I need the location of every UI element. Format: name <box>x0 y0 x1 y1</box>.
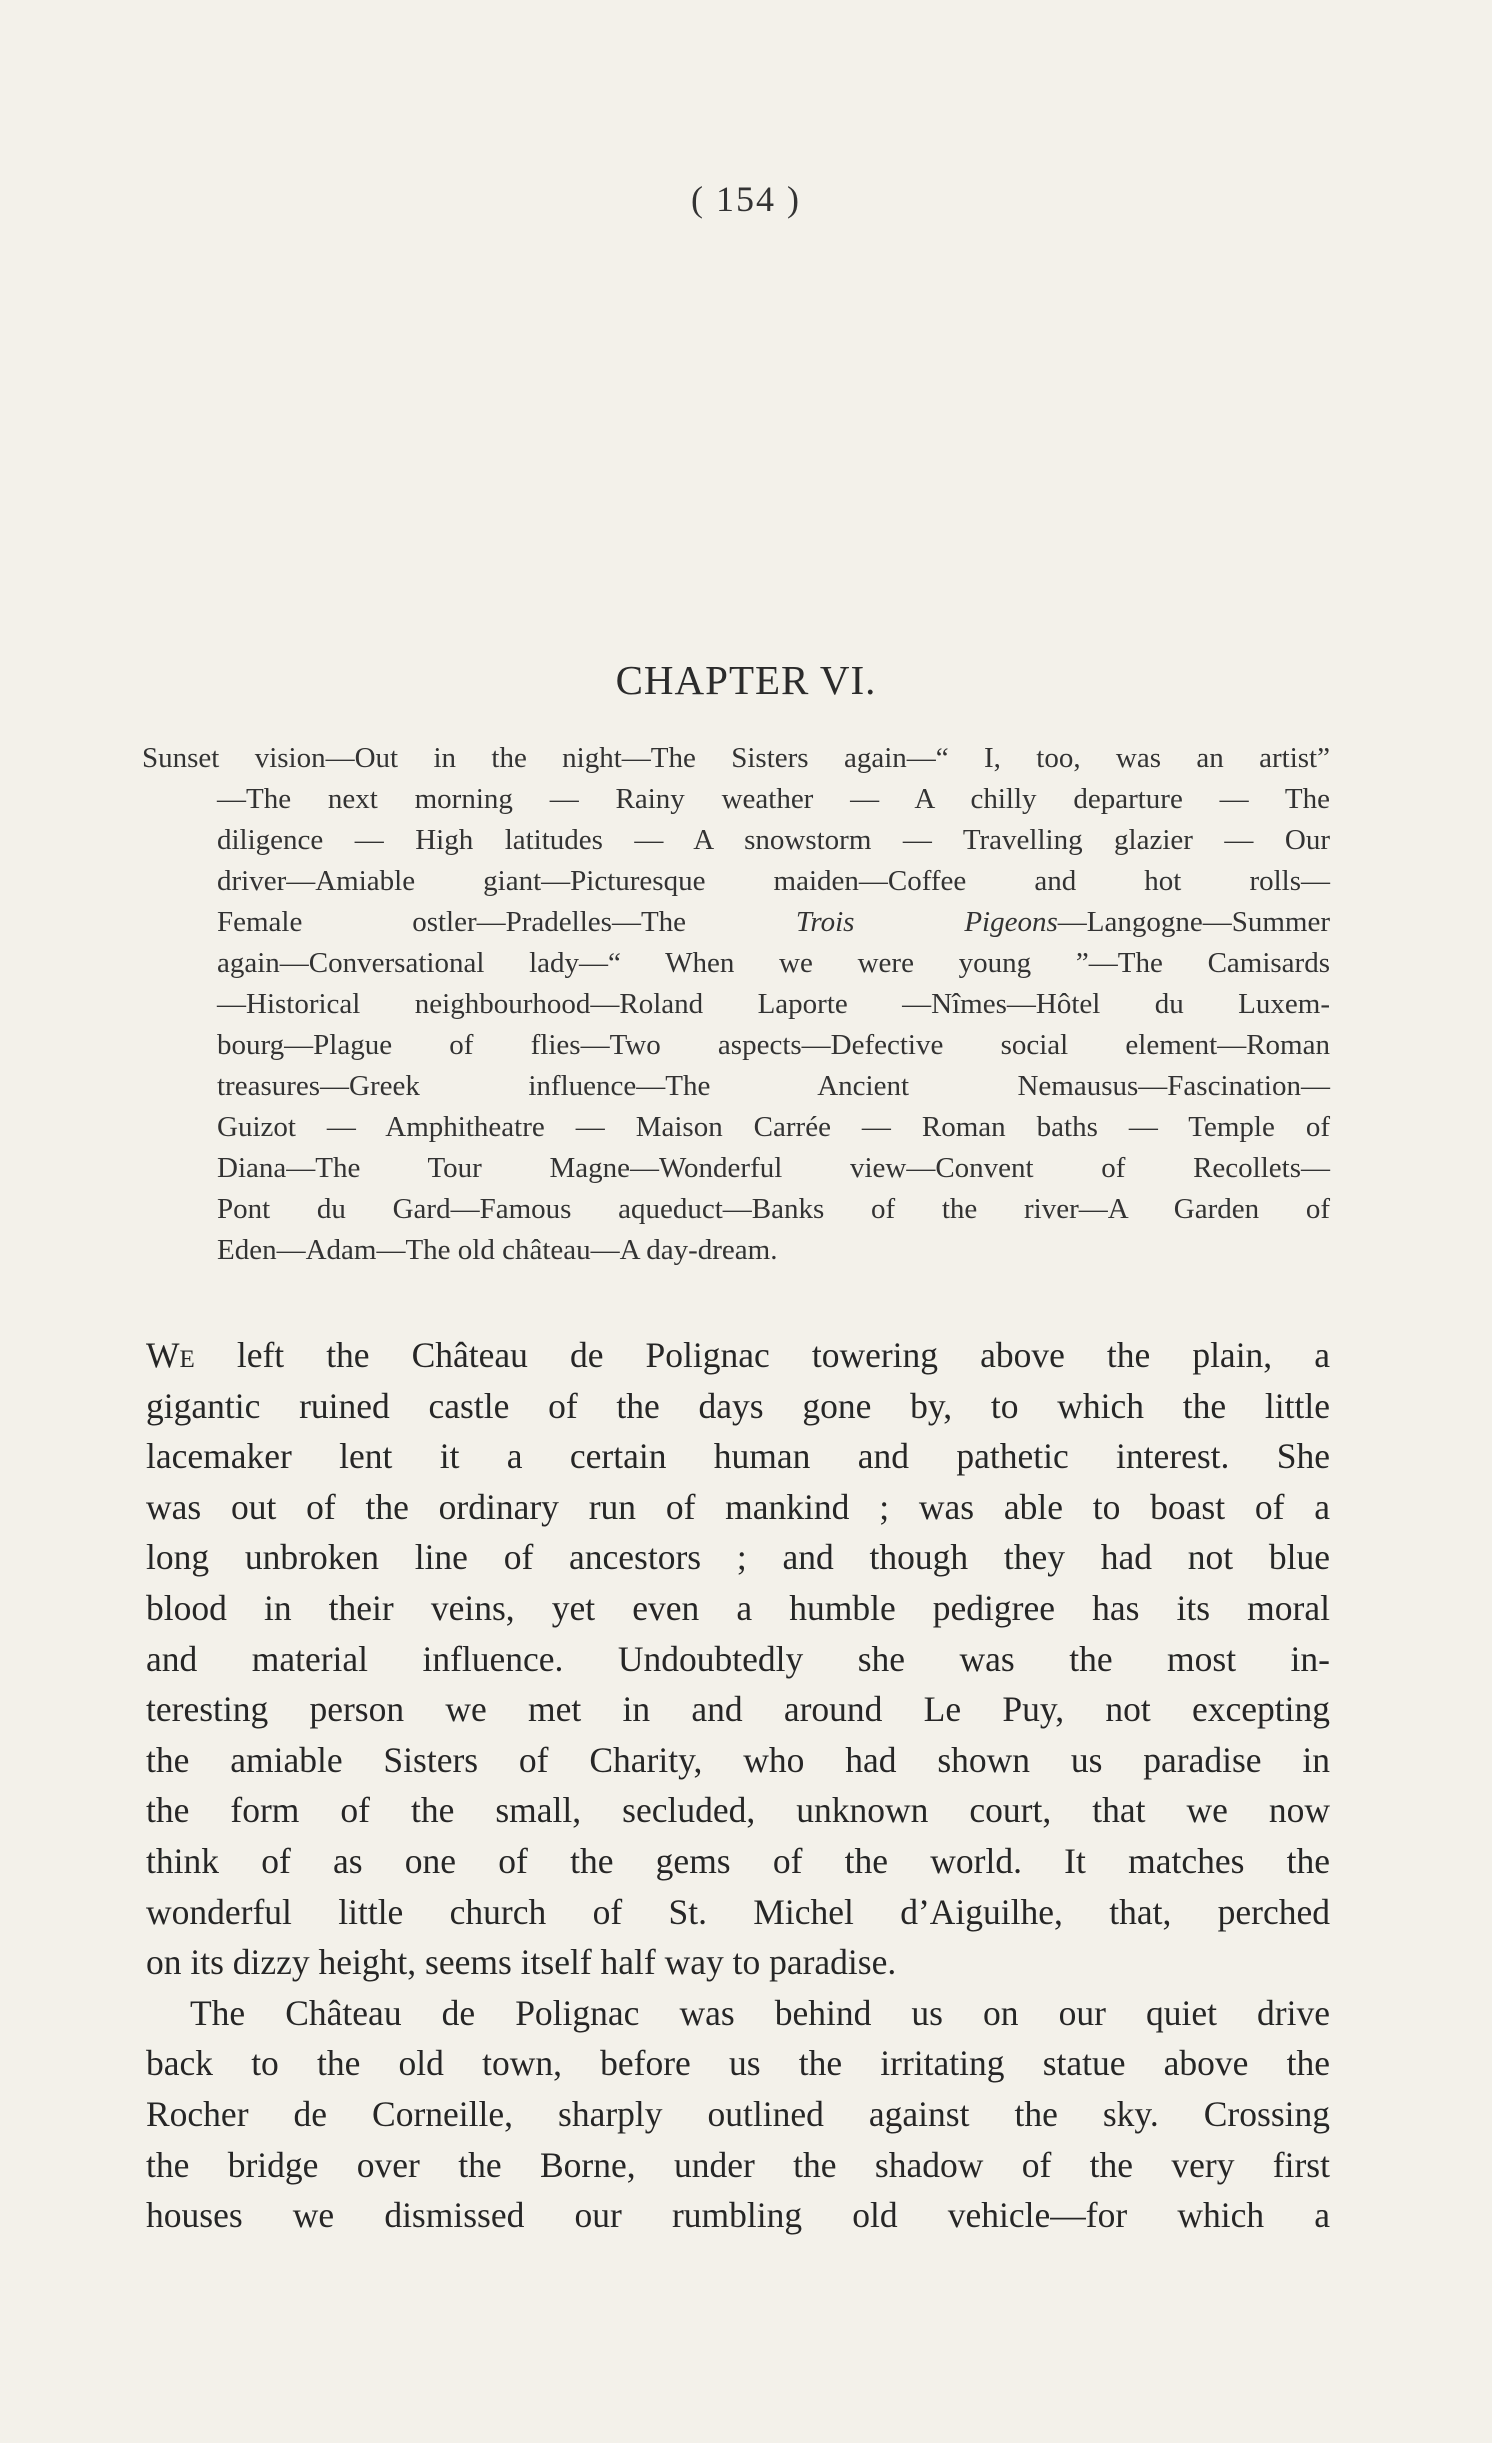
synopsis-line: driver—Amiable giant—Picturesque maiden—Coffee and hot rolls— <box>217 865 1330 897</box>
body-line: the amiable Sisters of Charity, who had shown us paradise in <box>146 1739 1330 1780</box>
body-line-text: left the Château de Polignac towering above the plain, a <box>194 1335 1330 1375</box>
synopsis-line: Diana—The Tour Magne—Wonderful view—Convent of Recollets— <box>217 1152 1330 1184</box>
body-line: The Château de Polignac was behind us on our quiet drive <box>190 1992 1330 2033</box>
synopsis-text: —Langogne—Summer <box>1057 906 1330 938</box>
body-line: on its dizzy height, seems itself half way to paradise. <box>146 1942 897 1983</box>
synopsis-line: bourg—Plague of flies—Two aspects—Defective social element—Roman <box>217 1029 1330 1061</box>
synopsis-line: treasures—Greek influence—The Ancient Nemausus—Fascination— <box>217 1070 1330 1102</box>
body-line: back to the old town, before us the irritating statue above the <box>146 2043 1330 2084</box>
body-line <box>146 1330 1330 1381</box>
body-line: long unbroken line of ancestors ; and though they had not blue <box>146 1537 1330 1578</box>
synopsis-line: again—Conversational lady—“ When we were young ”—The Camisards <box>217 947 1330 979</box>
synopsis-text: Female ostler—Pradelles—The <box>217 906 796 938</box>
chapter-synopsis <box>142 738 1330 1271</box>
body-line: Rocher de Corneille, sharply outlined against the sky. Crossing <box>146 2093 1330 2134</box>
synopsis-italic-text: Trois Pigeons <box>795 906 1058 938</box>
synopsis-line: Pont du Gard—Famous aqueduct—Banks of the river—A Garden of <box>217 1193 1330 1225</box>
chapter-title: CHAPTER VI. <box>615 657 877 703</box>
body-line: was out of the ordinary run of mankind ; was able to boast of a <box>146 1486 1330 1527</box>
body-line: gigantic ruined castle of the days gone by, to which the little <box>146 1385 1330 1426</box>
body-line: wonderful little church of St. Michel d’Aiguilhe, that, perched <box>146 1891 1330 1932</box>
body-line: lacemaker lent it a certain human and pathetic interest. She <box>146 1436 1330 1477</box>
synopsis-line: —Historical neighbourhood—Roland Laporte —Nîmes—Hôtel du Luxem- <box>217 988 1330 1020</box>
synopsis-line: Eden—Adam—The old château—A day-dream. <box>217 1234 778 1266</box>
body-line: and material influence. Undoubtedly she was the most in- <box>146 1638 1330 1679</box>
opening-word: We <box>146 1335 195 1375</box>
body-line: think of as one of the gems of the world. It matches the <box>146 1840 1330 1881</box>
body-line: the form of the small, secluded, unknown court, that we now <box>146 1790 1330 1831</box>
page-number: ( 154 ) <box>691 179 801 219</box>
synopsis-line <box>142 902 1330 943</box>
synopsis-line: Sunset vision—Out in the night—The Sisters again—“ I, too, was an artist” <box>142 742 1330 774</box>
body-line: blood in their veins, yet even a humble pedigree has its moral <box>146 1587 1330 1628</box>
synopsis-line: Guizot — Amphitheatre — Maison Carrée — Roman baths — Temple of <box>217 1111 1330 1143</box>
body-text <box>146 1330 1330 2241</box>
body-line: the bridge over the Borne, under the shadow of the very first <box>146 2144 1330 2185</box>
body-line: houses we dismissed our rumbling old vehicle—for which a <box>146 2195 1330 2236</box>
synopsis-line: diligence — High latitudes — A snowstorm — Travelling glazier — Our <box>217 824 1330 856</box>
synopsis-line: —The next morning — Rainy weather — A chilly departure — The <box>217 783 1330 815</box>
body-line: teresting person we met in and around Le Puy, not excepting <box>146 1689 1330 1730</box>
